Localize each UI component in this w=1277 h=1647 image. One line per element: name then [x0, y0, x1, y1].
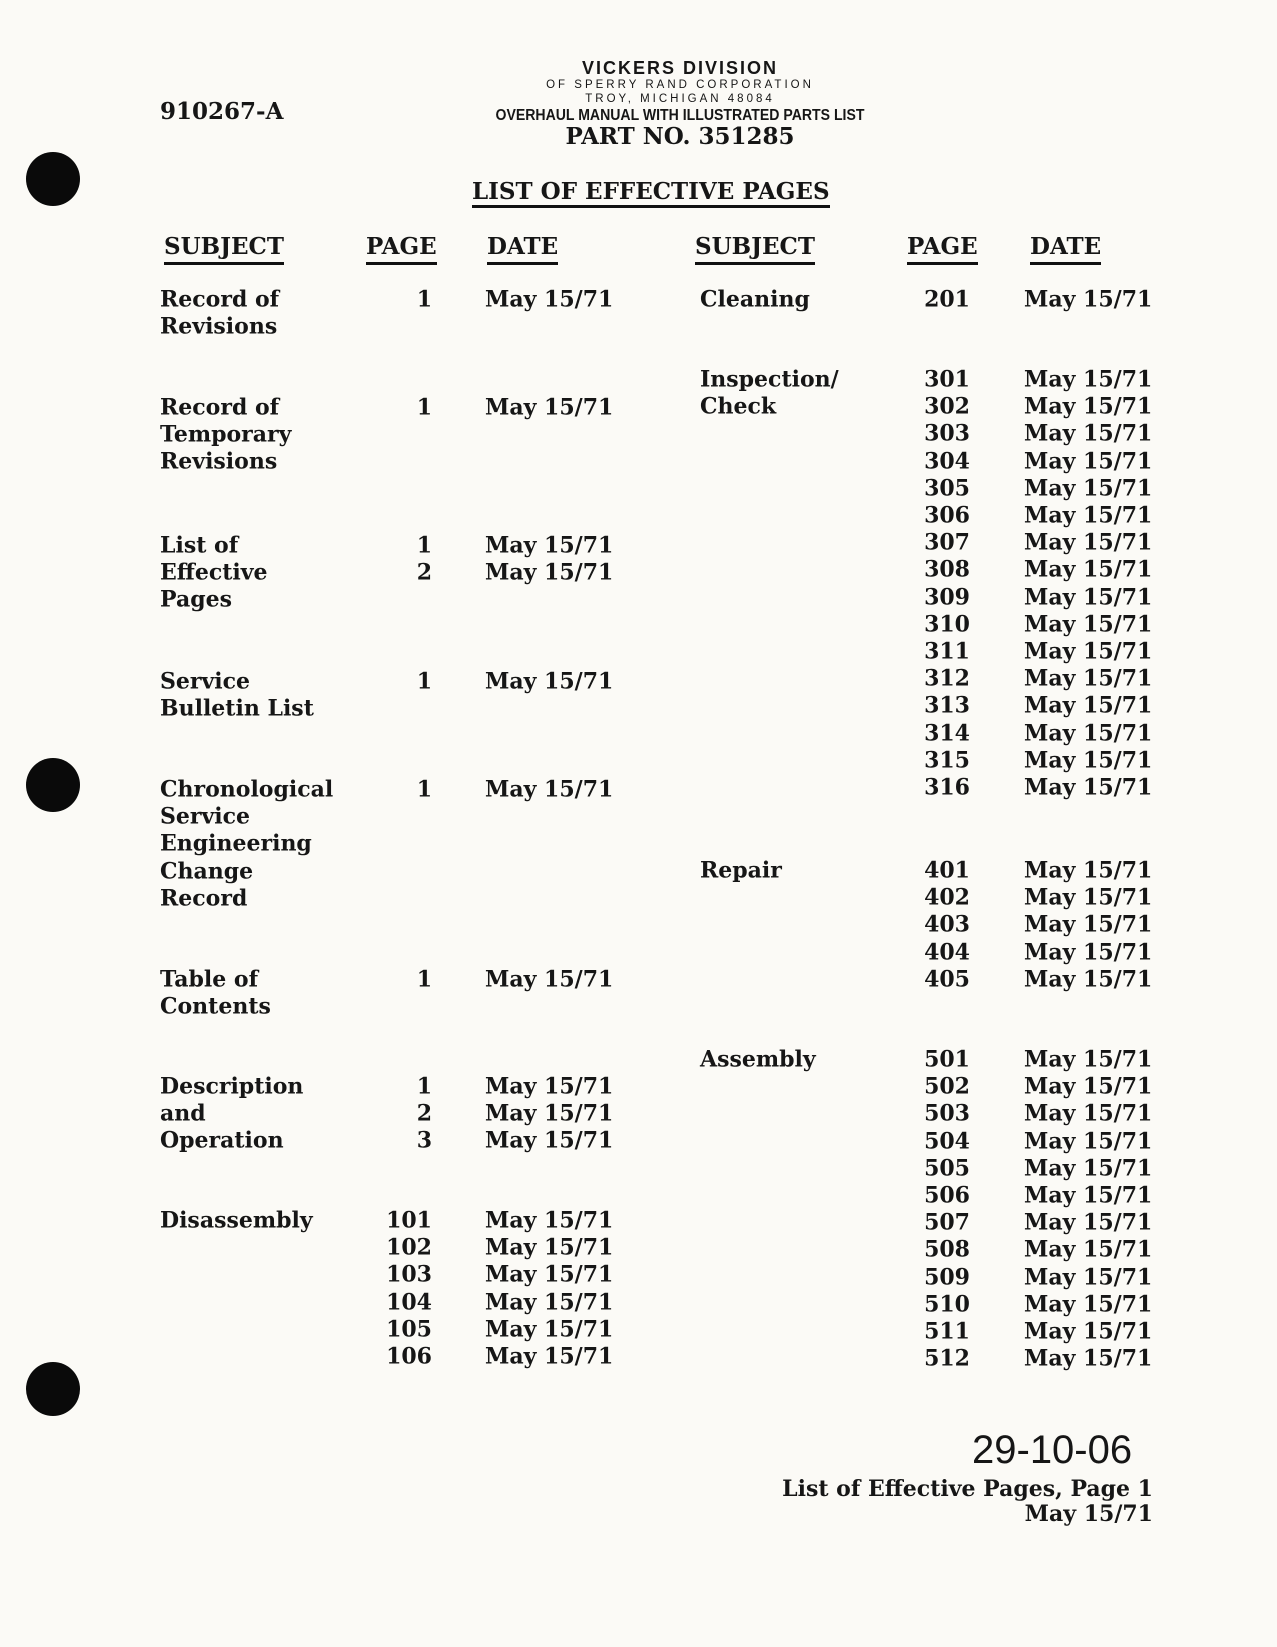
page-number: 316 — [924, 774, 970, 801]
subject-line: Engineering — [160, 830, 312, 857]
page-title: LIST OF EFFECTIVE PAGES — [472, 178, 830, 208]
page-number: 309 — [924, 584, 970, 611]
location: TROY, MICHIGAN 48084 — [585, 93, 775, 105]
page-date: May 15/71 — [1024, 1100, 1153, 1127]
page-number: 505 — [924, 1155, 970, 1182]
subject-line: Record — [160, 885, 248, 912]
page-number: 1 — [416, 966, 432, 993]
page-date: May 15/71 — [1024, 747, 1153, 774]
subject-line: Operation — [160, 1127, 284, 1154]
page-date: May 15/71 — [1024, 611, 1153, 638]
page-date: May 15/71 — [485, 1343, 614, 1370]
page-date: May 15/71 — [1024, 584, 1153, 611]
page-number: 402 — [924, 884, 970, 911]
page-number: 105 — [386, 1316, 432, 1343]
page-date: May 15/71 — [1024, 1128, 1153, 1155]
page-date: May 15/71 — [485, 286, 614, 313]
page-date: May 15/71 — [485, 559, 614, 586]
page-date: May 15/71 — [1024, 1182, 1153, 1209]
subject-line: Record of — [160, 286, 280, 313]
page-date: May 15/71 — [1024, 1236, 1153, 1263]
chapter-number: 29-10-06 — [972, 1428, 1133, 1472]
page-date: May 15/71 — [1024, 1046, 1153, 1073]
page-date: May 15/71 — [485, 1289, 614, 1316]
binder-hole — [26, 1362, 80, 1416]
subject-line: Repair — [700, 857, 782, 884]
page-number: 314 — [924, 720, 970, 747]
page-date: May 15/71 — [1024, 939, 1153, 966]
page-number: 511 — [924, 1318, 970, 1345]
page-date: May 15/71 — [485, 966, 614, 993]
page-date: May 15/71 — [1024, 966, 1153, 993]
subject-line: Description — [160, 1073, 304, 1100]
page-number: 301 — [924, 366, 970, 393]
page-number: 510 — [924, 1291, 970, 1318]
page-number: 310 — [924, 611, 970, 638]
page-date: May 15/71 — [1024, 774, 1153, 801]
page-number: 2 — [416, 559, 432, 586]
page-number: 304 — [924, 448, 970, 475]
page-date: May 15/71 — [485, 1234, 614, 1261]
column-header-date: DATE — [487, 234, 558, 265]
document-number: 910267-A — [160, 98, 284, 125]
subject-line: List of — [160, 532, 239, 559]
page-number: 507 — [924, 1209, 970, 1236]
page-number: 303 — [924, 420, 970, 447]
part-number: PART NO. 351285 — [565, 123, 795, 150]
page-date: May 15/71 — [1024, 665, 1153, 692]
page-number: 502 — [924, 1073, 970, 1100]
page-date: May 15/71 — [1024, 529, 1153, 556]
page-date: May 15/71 — [1024, 857, 1153, 884]
page-number: 501 — [924, 1046, 970, 1073]
page-date: May 15/71 — [1024, 1345, 1153, 1372]
subject-line: Disassembly — [160, 1207, 313, 1234]
page-number: 307 — [924, 529, 970, 556]
page-number: 3 — [416, 1127, 432, 1154]
page-date: May 15/71 — [1024, 1291, 1153, 1318]
binder-hole — [26, 152, 80, 206]
page-number: 315 — [924, 747, 970, 774]
page-date: May 15/71 — [485, 394, 614, 421]
page-number: 1 — [416, 394, 432, 421]
page-date: May 15/71 — [1024, 366, 1153, 393]
page-number: 504 — [924, 1128, 970, 1155]
subject-line: Check — [700, 393, 777, 420]
page-number: 1 — [416, 776, 432, 803]
corporation: OF SPERRY RAND CORPORATION — [546, 79, 814, 91]
page-number: 403 — [924, 911, 970, 938]
column-header-subject: SUBJECT — [695, 234, 815, 265]
page-date: May 15/71 — [485, 532, 614, 559]
page-date: May 15/71 — [1024, 638, 1153, 665]
page-date: May 15/71 — [1024, 692, 1153, 719]
page-date: May 15/71 — [1024, 911, 1153, 938]
subject-line: Assembly — [700, 1046, 816, 1073]
page-number: 306 — [924, 502, 970, 529]
page-number: 308 — [924, 556, 970, 583]
manual-title: OVERHAUL MANUAL WITH ILLUSTRATED PARTS LIST — [495, 107, 865, 124]
page-date: May 15/71 — [1024, 1209, 1153, 1236]
page-date: May 15/71 — [485, 1127, 614, 1154]
page-number: 302 — [924, 393, 970, 420]
page-date: May 15/71 — [1024, 1073, 1153, 1100]
page-date: May 15/71 — [1024, 1155, 1153, 1182]
page-number: 508 — [924, 1236, 970, 1263]
column-header-page: PAGE — [907, 234, 978, 265]
subject-line: Record of — [160, 394, 280, 421]
page-date: May 15/71 — [485, 1207, 614, 1234]
page-number: 1 — [416, 532, 432, 559]
page-number: 2 — [416, 1100, 432, 1127]
page-number: 313 — [924, 692, 970, 719]
subject-line: Service — [160, 668, 251, 695]
page-date: May 15/71 — [485, 1261, 614, 1288]
page-number: 311 — [924, 638, 970, 665]
page-date: May 15/71 — [485, 1100, 614, 1127]
page-date: May 15/71 — [485, 1073, 614, 1100]
subject-line: Service — [160, 803, 251, 830]
page-number: 201 — [924, 286, 970, 313]
subject-line: Chronological — [160, 776, 334, 803]
page-number: 1 — [416, 286, 432, 313]
page-date: May 15/71 — [1024, 502, 1153, 529]
subject-line: Revisions — [160, 313, 278, 340]
page-date: May 15/71 — [485, 1316, 614, 1343]
page-date: May 15/71 — [1024, 884, 1153, 911]
subject-line: Contents — [160, 993, 271, 1020]
subject-line: Effective — [160, 559, 268, 586]
page-number: 102 — [386, 1234, 432, 1261]
subject-line: Change — [160, 858, 254, 885]
page-number: 405 — [924, 966, 970, 993]
page-date: May 15/71 — [1024, 1264, 1153, 1291]
subject-line: Table of — [160, 966, 259, 993]
subject-line: Bulletin List — [160, 695, 314, 722]
subject-line: Cleaning — [700, 286, 810, 313]
page-number: 101 — [386, 1207, 432, 1234]
subject-line: Revisions — [160, 448, 278, 475]
page-number: 506 — [924, 1182, 970, 1209]
company-name: VICKERS DIVISION — [581, 58, 779, 78]
page-number: 106 — [386, 1343, 432, 1370]
page-number: 305 — [924, 475, 970, 502]
subject-line: and — [160, 1100, 206, 1127]
page-date: May 15/71 — [485, 776, 614, 803]
page-number: 104 — [386, 1289, 432, 1316]
page-date: May 15/71 — [1024, 286, 1153, 313]
subject-line: Temporary — [160, 421, 292, 448]
page-number: 312 — [924, 665, 970, 692]
page-date: May 15/71 — [1024, 393, 1153, 420]
page-number: 1 — [416, 668, 432, 695]
page-date: May 15/71 — [1024, 420, 1153, 447]
footer-date: May 15/71 — [1024, 1501, 1153, 1527]
page-number: 1 — [416, 1073, 432, 1100]
page-number: 503 — [924, 1100, 970, 1127]
page-date: May 15/71 — [1024, 475, 1153, 502]
page-date: May 15/71 — [1024, 1318, 1153, 1345]
page-number: 401 — [924, 857, 970, 884]
page-number: 404 — [924, 939, 970, 966]
page-number: 103 — [386, 1261, 432, 1288]
page-date: May 15/71 — [485, 668, 614, 695]
subject-line: Pages — [160, 586, 232, 613]
subject-line: Inspection/ — [700, 366, 839, 393]
page-date: May 15/71 — [1024, 448, 1153, 475]
page-date: May 15/71 — [1024, 720, 1153, 747]
page-number: 509 — [924, 1264, 970, 1291]
column-header-page: PAGE — [366, 234, 437, 265]
column-header-date: DATE — [1030, 234, 1101, 265]
binder-hole — [26, 758, 80, 812]
column-header-subject: SUBJECT — [164, 234, 284, 265]
page-date: May 15/71 — [1024, 556, 1153, 583]
footer-page-label: List of Effective Pages, Page 1 — [782, 1476, 1153, 1502]
page-number: 512 — [924, 1345, 970, 1372]
